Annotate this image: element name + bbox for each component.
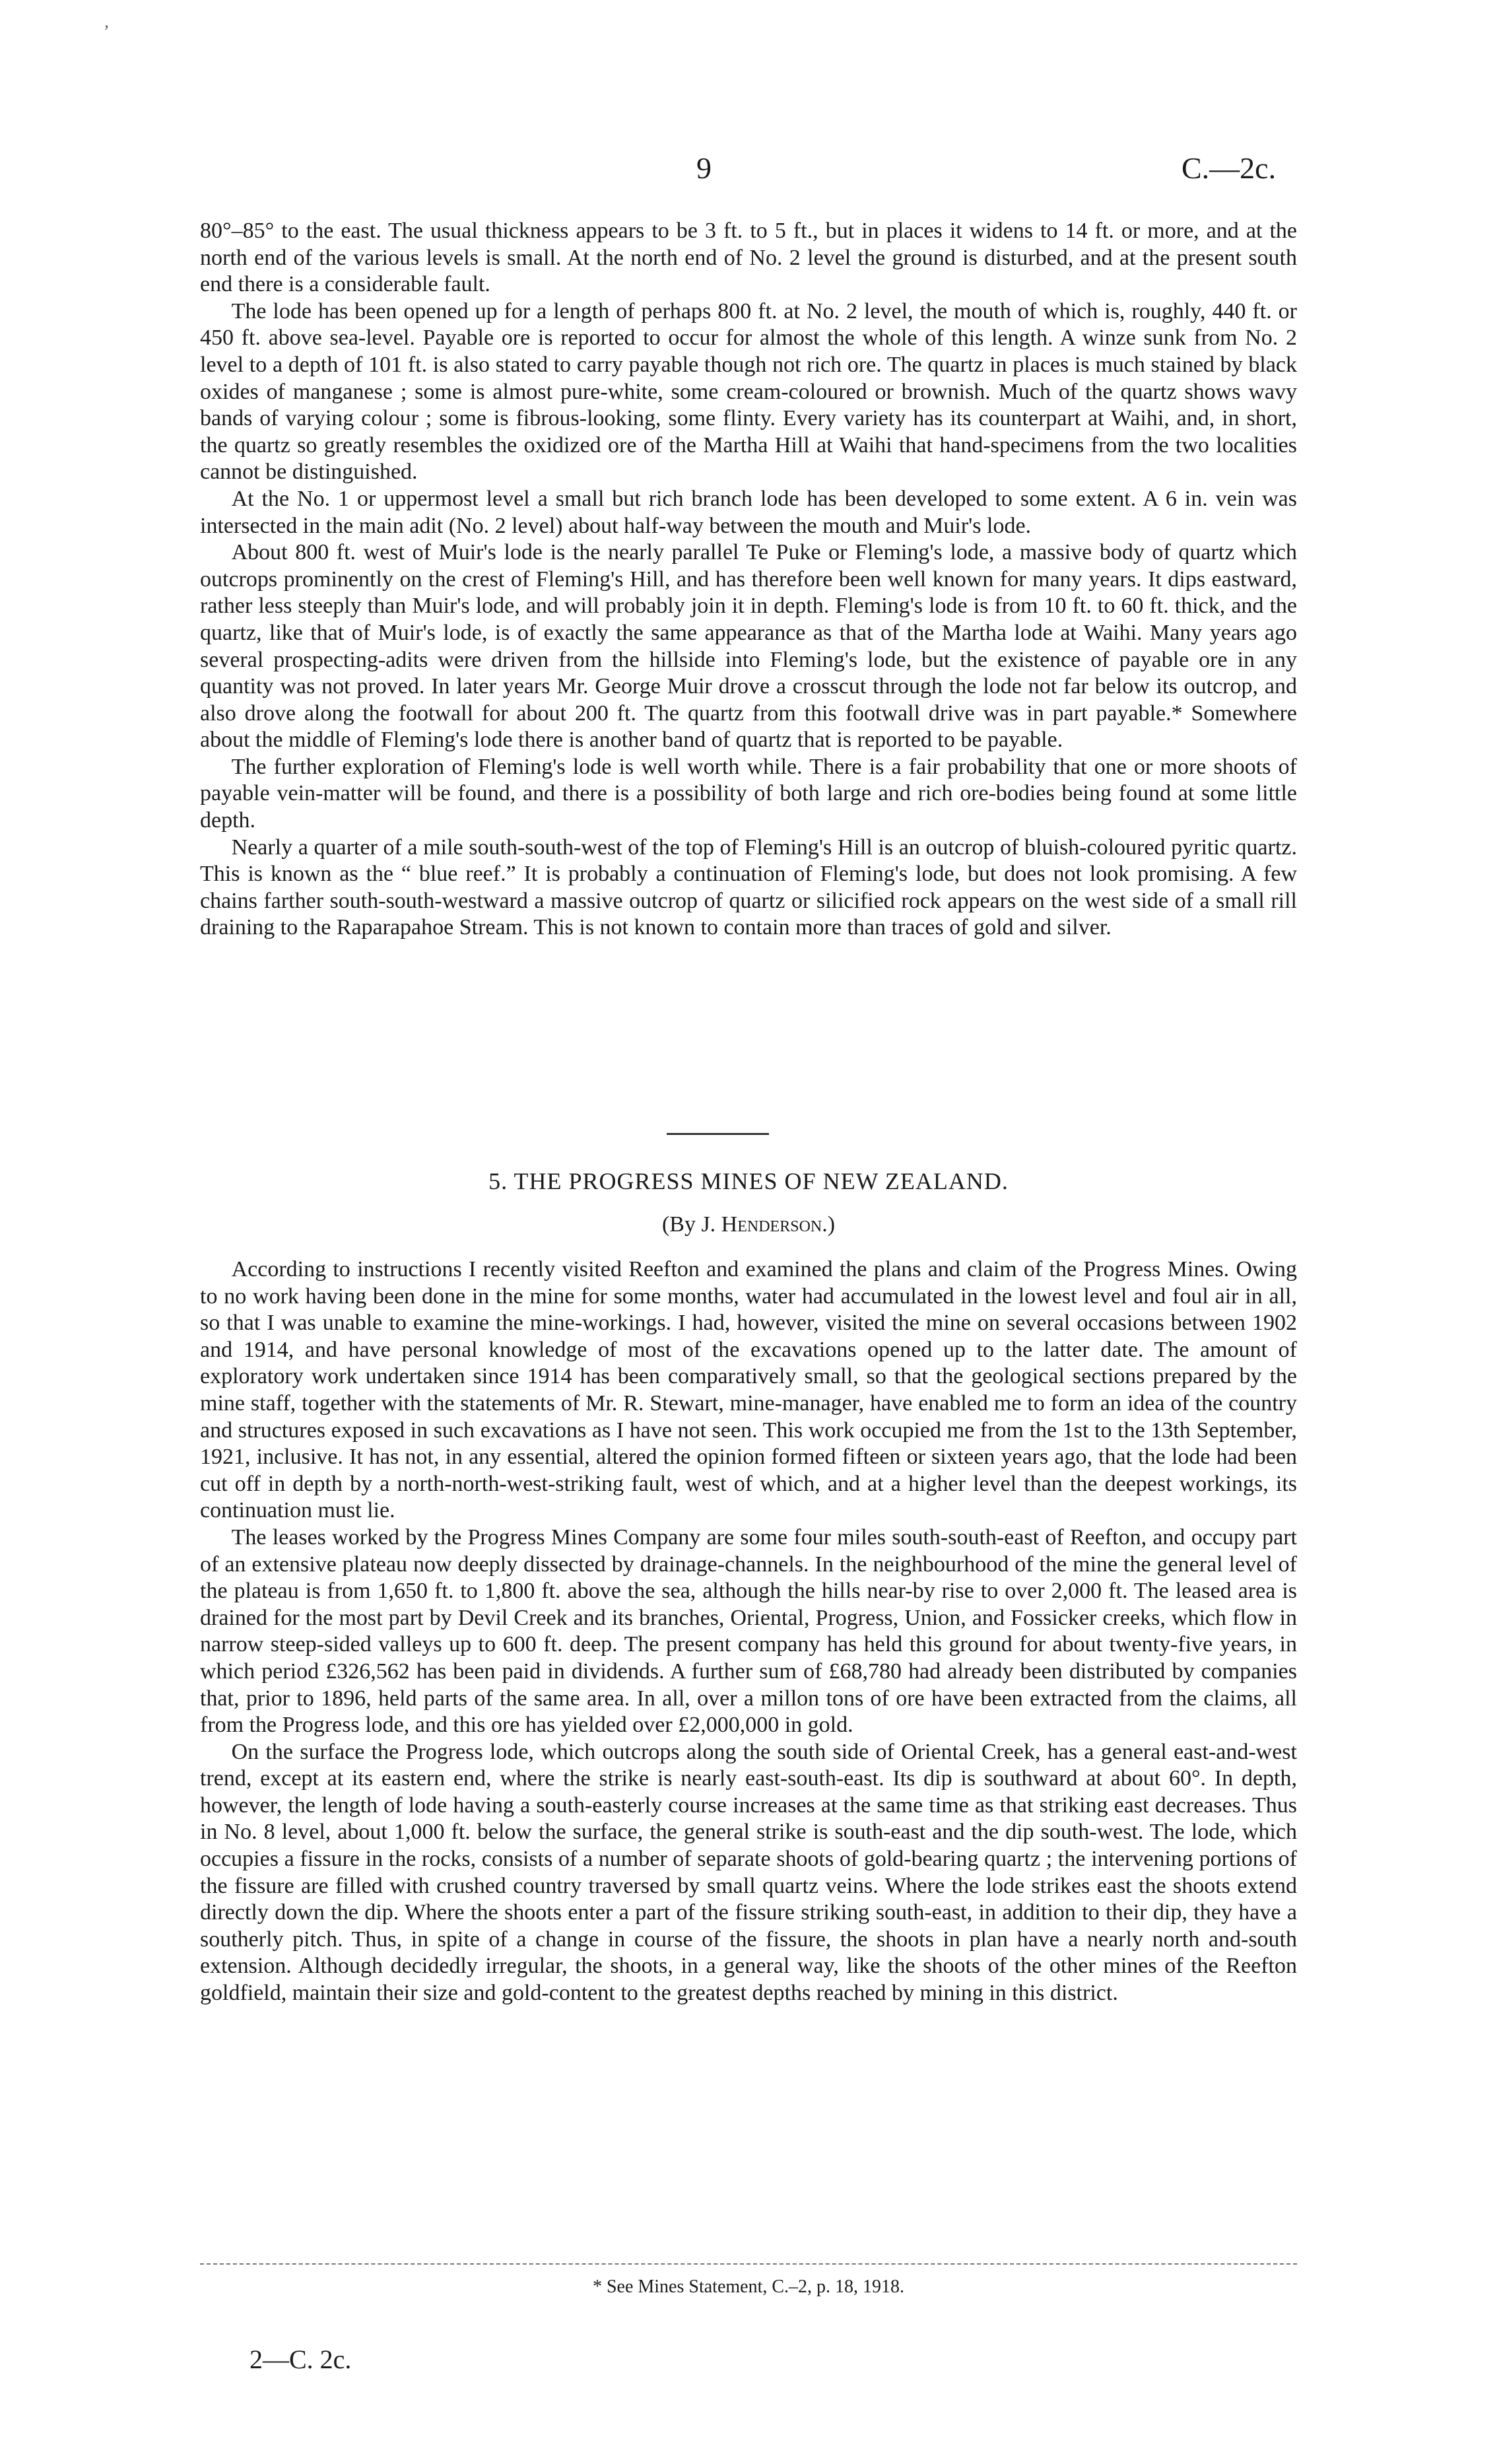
section-1-body [200, 218, 1297, 941]
byline-prefix: (By J. [661, 1212, 721, 1237]
scan-speck: ‚ [104, 12, 110, 31]
document-reference: C.—2c. [1181, 151, 1277, 185]
paragraph: On the surface the Progress lode, which outcrops along the south side of Oriental Creek, has a general east-and-west trend, except at its eastern end, where the strike is nearly east-south-east. Its dip is southward at about 60°. In depth, however, the length of lode having a south-easterly course increases at the same time as that striking east decreases. Thus in No. 8 level, about 1,000 ft. below the surface, the general strike is south-east and the dip south-west. The lode, which occupies a fissure in the rocks, consists of a number of separate shoots of gold-bearing quartz ; the intervening portions of the fissure are filled with crushed country traversed by small quartz veins. Where the lode strikes east the shoots extend directly down the dip. Where the shoots enter a part of the fissure striking south-east, in addition to their dip, they have a southerly pitch. Thus, in spite of a change in course of the fissure, the shoots in plan have a nearly north and-south extension. Although decidedly irregular, the shoots, in a general way, like the shoots of the other mines of the Reefton goldfield, maintain their size and gold-content to the greatest depths reached by mining in this district. [200, 1739, 1297, 2006]
section-title: 5. THE PROGRESS MINES OF NEW ZEALAND. [488, 1168, 1009, 1194]
paragraph: Nearly a quarter of a mile south-south-west of the top of Fleming's Hill is an outcrop of bluish-coloured pyritic quartz. This is known as the “ blue reef.” It is probably a continuation of Fleming's lode, but does not look promising. A few chains farther south-south-westward a massive outcrop of quartz or silicified rock appears on the west side of a small rill draining to the Raparapahoe Stream. This is not known to contain more than traces of gold and silver. [200, 835, 1297, 940]
paragraph: At the No. 1 or uppermost level a small but rich branch lode has been developed to some extent. A 6 in. vein was intersected in the main adit (No. 2 level) about half-way between the mouth and Muir's lode. [200, 486, 1297, 538]
section-2-body [200, 1256, 1297, 2007]
footnote-rule [200, 2263, 1297, 2265]
byline-suffix: .) [822, 1212, 836, 1237]
paragraph: According to instructions I recently visited Reefton and examined the plans and claim of the Progress Mines. Owing to no work having been done in the mine for some months, water had accumulated in the lowest level and foul air in all, so that I was unable to examine the mine-workings. I had, however, visited the mine on several occasions between 1902 and 1914, and have personal knowledge of most of the excavations opened up to the latter date. The amount of exploratory work undertaken since 1914 has been comparatively small, so that the geological sections prepared by the mine staff, together with the statements of Mr. R. Stewart, mine-manager, have enabled me to form an idea of the country and structures exposed in such excavations as I have not seen. This work occupied me from the 1st to the 13th September, 1921, inclusive. It has not, in any essential, altered the opinion formed fifteen or sixteen years ago, that the lode had been cut off in depth by a north-north-west-striking fault, west of which, and at a higher level than the deepest workings, its continuation must lie. [200, 1257, 1297, 1523]
author-byline [200, 1212, 1297, 1237]
paragraph: The further exploration of Fleming's lode is well worth while. There is a fair probability that one or more shoots of payable vein-matter will be found, and there is a possibility of both large and rich ore-bodies being found at some little depth. [200, 754, 1297, 833]
footnote: * See Mines Statement, C.–2, p. 18, 1918. [592, 2276, 905, 2297]
paragraph: The leases worked by the Progress Mines Company are some four miles south-south-east of Reefton, and occupy part of an extensive plateau now deeply dissected by drainage-channels. In the neighbourhood of the mine the general level of the plateau is from 1,650 ft. to 1,800 ft. above the sea, although the hills near-by rise to over 2,000 ft. The leased area is drained for the most part by Devil Creek and its branches, Oriental, Progress, Union, and Fossicker creeks, which flow in narrow steep-sided valleys up to 600 ft. deep. The present company has held this ground for about twenty-five years, in which period £326,562 has been paid in dividends. A further sum of £68,780 had already been distributed by companies that, prior to 1896, held parts of the same area. In all, over a millon tons of ore have been extracted from the claims, all from the Progress lode, and this ore has yielded over £2,000,000 in gold. [200, 1524, 1297, 1738]
signature-mark: 2—C. 2c. [249, 2344, 352, 2374]
paragraph: About 800 ft. west of Muir's lode is the nearly parallel Te Puke or Fleming's lode, a massive body of quartz which outcrops prominently on the crest of Fleming's Hill, and has therefore been well known for many years. It dips eastward, rather less steeply than Muir's lode, and will probably join it in depth. Fleming's lode is from 10 ft. to 60 ft. thick, and the quartz, like that of Muir's lode, is of exactly the same appearance as that of the Martha lode at Waihi. Many years ago several prospecting-adits were driven from the hillside into Fleming's lode, but the existence of payable ore in any quantity was not proved. In later years Mr. George Muir drove a crosscut through the lode not far below its outcrop, and also drove along the footwall for about 200 ft. The quartz from this footwall drive was in part payable.* Somewhere about the middle of Fleming's lode there is another band of quartz that is reported to be payable. [200, 540, 1297, 753]
paragraph: The lode has been opened up for a length of perhaps 800 ft. at No. 2 level, the mouth of which is, roughly, 440 ft. or 450 ft. above sea-level. Payable ore is reported to occur for almost the whole of this length. A winze sunk from No. 2 level to a depth of 101 ft. is also stated to carry payable though not rich ore. The quartz in places is much stained by black oxides of manganese ; some is almost pure-white, some cream-coloured or brownish. Much of the quartz shows wavy bands of varying colour ; some is fibrous-looking, some flinty. Every variety has its counterpart at Waihi, and, in short, the quartz so greatly resembles the oxidized ore of the Martha Hill at Waihi that hand-specimens from the two localities cannot be distinguished. [200, 298, 1297, 485]
page-number: 9 [696, 151, 712, 185]
section-divider [667, 1133, 769, 1135]
paragraph: 80°–85° to the east. The usual thickness appears to be 3 ft. to 5 ft., but in places it widens to 14 ft. or more, and at the north end of the various levels is small. At the north end of No. 2 level the ground is disturbed, and at the present south end there is a considerable fault. [200, 219, 1297, 297]
author-name: Henderson [721, 1212, 822, 1237]
